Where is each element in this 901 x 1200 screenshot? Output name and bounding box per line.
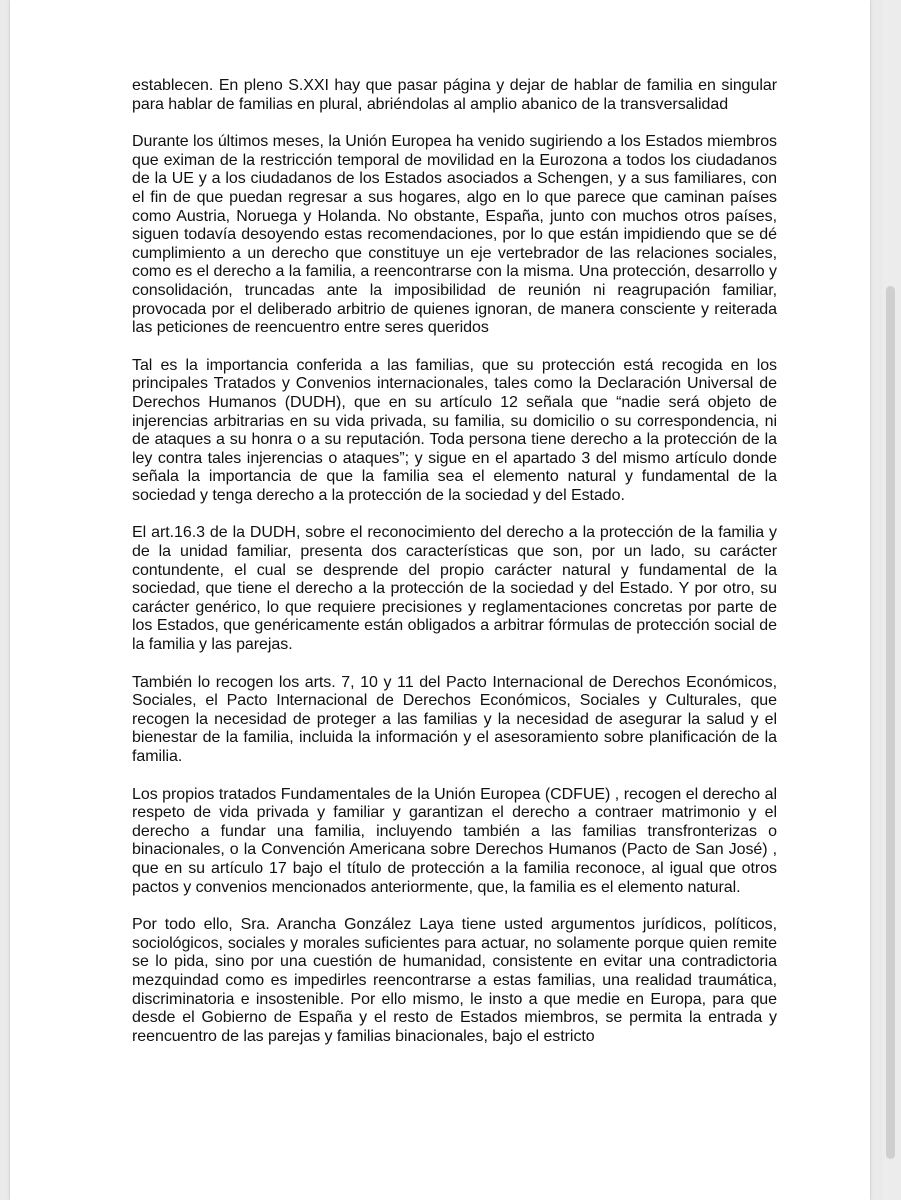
vertical-scrollbar[interactable]: [882, 0, 901, 1200]
paragraph-1: establecen. En pleno S.XXI hay que pasar página y dejar de hablar de familia en singular para hablar de familias en plural, abriéndolas al amplio abanico de la transversalidad: [132, 77, 777, 113]
scrollbar-thumb[interactable]: [886, 286, 895, 1159]
paragraph-2: Durante los últimos meses, la Unión Europea ha venido sugiriendo a los Estados miembros que eximan de la restricción temporal de movilidad en la Eurozona a todos los ciudadanos de la UE y a los ciudadanos de los Estados asociados a Schengen, y a sus familiares, con el fin de que puedan regresar a sus hogares, algo en lo que parece que caminan países como Austria, Noruega y Holanda. No obstante, España, junto con muchos otros países, siguen todavía desoyendo estas recomendaciones, por lo que están impidiendo que se dé cumplimiento a un derecho que constituye un eje vertebrador de las relaciones sociales, como es el derecho a la familia, a reencontrarse con la misma. Una protección, desarrollo y consolidación, truncadas ante la imposibilidad de reunión ni reagrupación familiar, provocada por el deliberado arbitrio de quienes ignoran, de manera consciente y reiterada las peticiones de reencuentro entre seres queridos: [132, 133, 777, 337]
paragraph-4: El art.16.3 de la DUDH, sobre el reconocimiento del derecho a la protección de la familia y de la unidad familiar, presenta dos características que son, por un lado, su carácter contundente, el cual se desprende del propio carácter natural y fundamental de la sociedad, que tiene el derecho a la protección de la sociedad y del Estado. Y por otro, su carácter genérico, lo que requiere precisiones y reglamentaciones concretas por parte de los Estados, que genéricamente están obligados a arbitrar fórmulas de protección social de la familia y las parejas.: [132, 524, 777, 654]
paragraph-6: Los propios tratados Fundamentales de la Unión Europea (CDFUE) , recogen el derecho al respeto de vida privada y familiar y garantizan el derecho a contraer matrimonio y el derecho a fundar una familia, incluyendo también a las familias transfronterizas o binacionales, o la Convención Americana sobre Derechos Humanos (Pacto de San José) , que en su artículo 17 bajo el título de protección a la familia reconoce, al igual que otros pactos y convenios mencionados anteriormente, que, la familia es el elemento natural.: [132, 785, 777, 896]
document-body: [132, 77, 777, 1065]
paragraph-3: Tal es la importancia conferida a las familias, que su protección está recogida en los principales Tratados y Convenios internacionales, tales como la Declaración Universal de Derechos Humanos (DUDH), que en su artículo 12 señala que “nadie será objeto de injerencias arbitrarias en su vida privada, su familia, su domicilio o su correspondencia, ni de ataques a su honra o a su reputación. Toda persona tiene derecho a la protección de la ley contra tales injerencias o ataques”; y sigue en el apartado 3 del mismo artículo donde señala la importancia de que la familia sea el elemento natural y fundamental de la sociedad y tenga derecho a la protección de la sociedad y del Estado.: [132, 356, 777, 504]
paragraph-7: Por todo ello, Sra. Arancha González Laya tiene usted argumentos jurídicos, políticos, sociológicos, sociales y morales suficientes para actuar, no solamente porque quien remite se lo pida, sino por una cuestión de humanidad, consistente en evitar una contradictoria mezquindad como es impedirles reencontrarse a estas familias, una realidad traumática, discriminatoria e insostenible. Por ello mismo, le insto a que medie en Europa, para que desde el Gobierno de España y el resto de Estados miembros, se permita la entrada y reencuentro de las parejas y familias binacionales, bajo el estricto: [132, 916, 777, 1045]
paragraph-5: También lo recogen los arts. 7, 10 y 11 del Pacto Internacional de Derechos Económicos, Sociales, el Pacto Internacional de Derechos Económicos, Sociales y Culturales, que recogen la necesidad de proteger a las familias y la necesidad de asegurar la salud y el bienestar de la familia, incluida la información y el asesoramiento sobre planificación de la familia.: [132, 673, 777, 765]
document-page: [10, 0, 870, 1200]
